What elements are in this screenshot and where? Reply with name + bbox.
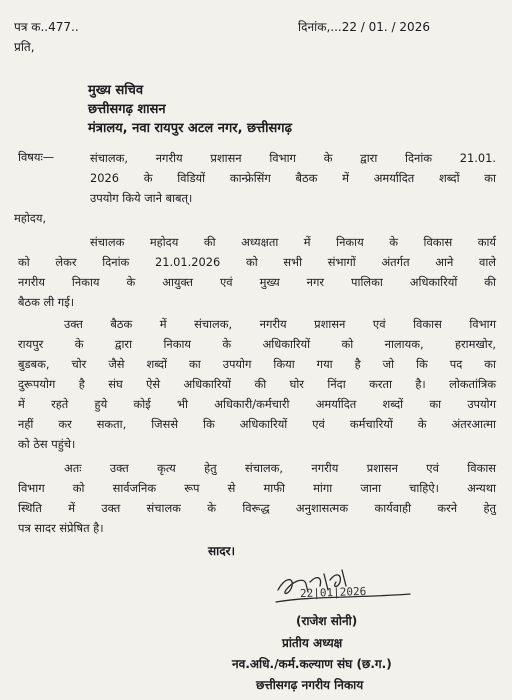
paragraph-line: को लेकर दिनांक 21.01.2026 को सभी संभागों अंतर्गत आने वाले — [18, 255, 496, 269]
signatory-name: (राजेश सोनी) — [296, 614, 358, 628]
paragraph-line: विभाग को सार्वजनिक रूप से माफी मांगा जाना चाहिऐ। अन्यथा — [18, 481, 496, 495]
paragraph-line: में रहते हुये कोई भी अधिकारी/कर्मचारी अमर्यादित शब्दों का उपयोग — [18, 397, 496, 411]
paragraph-line: रायपुर के द्वारा निकाय के अधिकारियों को नालायक, हरामखोर, — [18, 337, 496, 351]
subject-line: उपयोग किये जाने बाबत्। — [90, 191, 193, 205]
paragraph-line: नगरीय निकाय के आयुक्त एवं मुख्य नगर पालिका अधिकारियों की — [18, 275, 496, 289]
signature-date: 22|01|2026 — [299, 584, 367, 601]
subject-line: 2026 के विडियों कान्फ्रेसिंग बैठक में अमर्यादित शब्दों का — [90, 171, 496, 185]
organization-body: छत्तीसगढ़ नगरीय निकाय — [256, 678, 364, 692]
paragraph-2 — [18, 314, 496, 454]
paragraph-line: नहीं कर सकता, जिससे कि अधिकारियों एवं कर्मचारियों के अंतरआत्मा — [18, 417, 496, 431]
organization-name: नव.अधि./कर्म.कल्याण संघ (छ.ग.) — [232, 657, 392, 671]
salutation: महोदय, — [14, 211, 47, 225]
paragraph-line: अतः उक्त कृत्य हेतु संचालक, नगरीय प्रशासन एवं विकास — [64, 461, 496, 475]
signatory-title: प्रांतीय अध्यक्ष — [282, 636, 343, 650]
addressee-designation: मुख्य सचिव — [88, 83, 144, 98]
paragraph-1 — [18, 232, 496, 312]
paragraph-line: पत्र सादर संप्रेषित है। — [18, 521, 104, 535]
subject-text — [90, 148, 496, 208]
paragraph-line: उक्त बैठक में संचालक, नगरीय प्रशासन एवं विकास विभाग — [64, 317, 496, 331]
paragraph-line: स्थिति में उक्त संचालक के विरूद्ध अनुशासत्मक कार्यवाही करने हेतु — [18, 501, 496, 515]
recipient-label: प्रति, — [14, 40, 35, 54]
paragraph-line: बुडबक, चोर जैसे शब्दों का उपयोग किया गया है जो कि पद का — [18, 357, 496, 371]
letter-date: दिनांक,...22 / 01. / 2026 — [298, 20, 430, 34]
paragraph-line: बैठक ली गई। — [18, 295, 75, 309]
paragraph-line: दुरूपयोग है संघ ऐसे अधिकारियों की घोर निंदा करता है। लोकतांत्रिक — [18, 377, 496, 391]
addressee-address: मंत्रालय, नवा रायपुर अटल नगर, छत्तीसगढ़ — [88, 121, 292, 136]
reference-number: पत्र क..477.. — [14, 20, 79, 34]
addressee-government: छत्तीसगढ़ शासन — [88, 102, 166, 117]
paragraph-line: को ठेस पहुंचे। — [18, 437, 76, 451]
subject-label: विषयः— — [18, 150, 55, 164]
paragraph-3 — [18, 458, 496, 538]
subject-line: संचालक, नगरीय प्रशासन विभाग के द्वारा दिनांक 21.01. — [90, 151, 496, 165]
paragraph-line: संचालक महोदय की अध्यक्षता में निकाय के विकास कार्य — [90, 235, 496, 249]
closing: सादर। — [208, 544, 236, 558]
